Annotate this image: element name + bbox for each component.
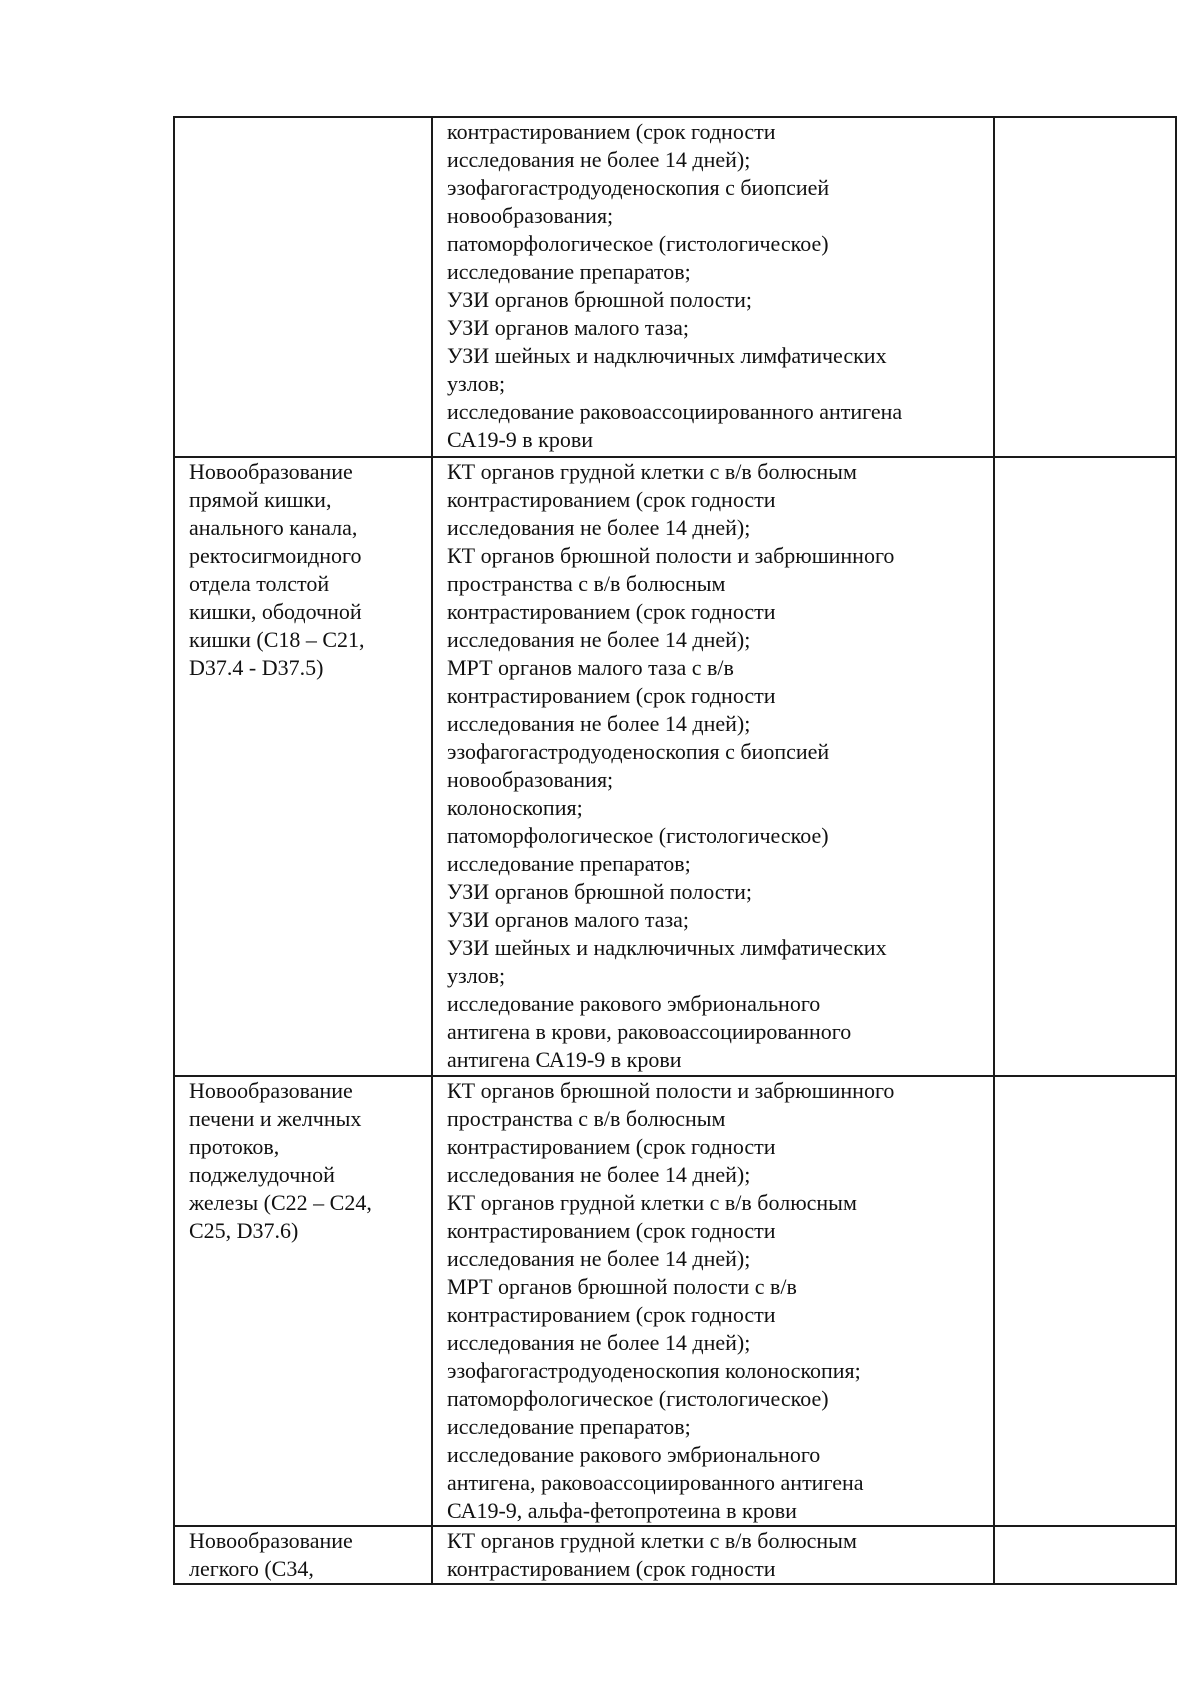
notes-cell — [994, 457, 1176, 1076]
studies-line: контрастированием (срок годности — [447, 599, 776, 624]
studies-line: УЗИ шейных и надключичных лимфатических — [447, 935, 887, 960]
studies-line: СА19-9 в крови — [447, 427, 594, 452]
condition-cell — [174, 457, 432, 1076]
studies-line: исследования не более 14 дней); — [447, 627, 751, 652]
studies-line: КТ органов грудной клетки с в/в болюсным — [447, 1528, 857, 1553]
studies-line: КТ органов брюшной полости и забрюшинного — [447, 543, 895, 568]
studies-line: контрастированием (срок годности — [447, 1556, 776, 1581]
studies-line: исследования не более 14 дней); — [447, 147, 751, 172]
studies-line: УЗИ органов малого таза; — [447, 907, 690, 932]
studies-cell — [432, 117, 994, 457]
studies-line: исследование ракового эмбрионального — [447, 991, 821, 1016]
studies-line: контрастированием (срок годности — [447, 1134, 776, 1159]
notes-cell — [994, 1076, 1176, 1526]
condition-line: протоков, — [189, 1134, 280, 1159]
condition-line: поджелудочной — [189, 1162, 335, 1187]
studies-line: УЗИ органов малого таза; — [447, 315, 690, 340]
table-row — [174, 1076, 1176, 1526]
condition-line: отдела толстой — [189, 571, 330, 596]
condition-line: Новообразование — [189, 459, 353, 484]
condition-cell — [174, 1526, 432, 1584]
condition-line: печени и желчных — [189, 1106, 362, 1131]
studies-line: антигена в крови, раковоассоциированного — [447, 1019, 852, 1044]
condition-line: D37.4 - D37.5) — [189, 655, 324, 680]
table-row — [174, 1526, 1176, 1584]
studies-line: исследования не более 14 дней); — [447, 515, 751, 540]
condition-line: легкого (С34, — [189, 1556, 314, 1581]
studies-line: антигена, раковоассоциированного антигена — [447, 1470, 864, 1495]
condition-line: анального канала, — [189, 515, 358, 540]
studies-line: контрастированием (срок годности — [447, 487, 776, 512]
studies-line: эзофагогастродуоденоскопия с биопсией — [447, 739, 830, 764]
studies-line: исследование раковоассоциированного антигена — [447, 399, 903, 424]
studies-cell — [432, 1076, 994, 1526]
studies-line: контрастированием (срок годности — [447, 1218, 776, 1243]
condition-line: прямой кишки, — [189, 487, 332, 512]
condition-line: кишки (С18 – С21, — [189, 627, 365, 652]
studies-line: СА19-9, альфа-фетопротеина в крови — [447, 1498, 797, 1523]
studies-line: исследования не более 14 дней); — [447, 711, 751, 736]
condition-line: С25, D37.6) — [189, 1218, 299, 1243]
studies-line: исследования не более 14 дней); — [447, 1330, 751, 1355]
condition-cell — [174, 1076, 432, 1526]
studies-line: пространства с в/в болюсным — [447, 1106, 726, 1131]
studies-line: контрастированием (срок годности — [447, 683, 776, 708]
studies-line: контрастированием (срок годности — [447, 1302, 776, 1327]
studies-line: патоморфологическое (гистологическое) — [447, 823, 829, 848]
studies-line: КТ органов грудной клетки с в/в болюсным — [447, 1190, 857, 1215]
studies-line: узлов; — [447, 963, 506, 988]
studies-line: исследование препаратов; — [447, 851, 691, 876]
table-body — [174, 117, 1176, 1584]
studies-line: исследование препаратов; — [447, 1414, 691, 1439]
condition-line: Новообразование — [189, 1528, 353, 1553]
condition-line: ректосигмоидного — [189, 543, 362, 568]
studies-line: новообразования; — [447, 767, 614, 792]
table-row — [174, 457, 1176, 1076]
studies-line: пространства с в/в болюсным — [447, 571, 726, 596]
studies-line: эзофагогастродуоденоскопия с биопсией — [447, 175, 830, 200]
studies-line: УЗИ шейных и надключичных лимфатических — [447, 343, 887, 368]
condition-line: Новообразование — [189, 1078, 353, 1103]
studies-line: КТ органов грудной клетки с в/в болюсным — [447, 459, 857, 484]
studies-line: патоморфологическое (гистологическое) — [447, 231, 829, 256]
studies-line: исследования не более 14 дней); — [447, 1246, 751, 1271]
studies-line: патоморфологическое (гистологическое) — [447, 1386, 829, 1411]
studies-line: МРТ органов брюшной полости с в/в — [447, 1274, 797, 1299]
condition-cell — [174, 117, 432, 457]
studies-line: узлов; — [447, 371, 506, 396]
studies-line: исследование ракового эмбрионального — [447, 1442, 821, 1467]
studies-line: эзофагогастродуоденоскопия колоноскопия; — [447, 1358, 861, 1383]
studies-line: МРТ органов малого таза с в/в — [447, 655, 734, 680]
condition-line: кишки, ободочной — [189, 599, 362, 624]
notes-cell — [994, 1526, 1176, 1584]
table-row — [174, 117, 1176, 457]
studies-line: антигена СА19-9 в крови — [447, 1047, 682, 1072]
studies-line: исследования не более 14 дней); — [447, 1162, 751, 1187]
studies-line: УЗИ органов брюшной полости; — [447, 287, 753, 312]
studies-line: контрастированием (срок годности — [447, 119, 776, 144]
diagnostics-table — [173, 116, 1177, 1585]
studies-line: УЗИ органов брюшной полости; — [447, 879, 753, 904]
studies-line: КТ органов брюшной полости и забрюшинного — [447, 1078, 895, 1103]
studies-line: исследование препаратов; — [447, 259, 691, 284]
studies-cell — [432, 1526, 994, 1584]
studies-line: новообразования; — [447, 203, 614, 228]
studies-cell — [432, 457, 994, 1076]
condition-line: железы (С22 – С24, — [189, 1190, 372, 1215]
notes-cell — [994, 117, 1176, 457]
studies-line: колоноскопия; — [447, 795, 583, 820]
